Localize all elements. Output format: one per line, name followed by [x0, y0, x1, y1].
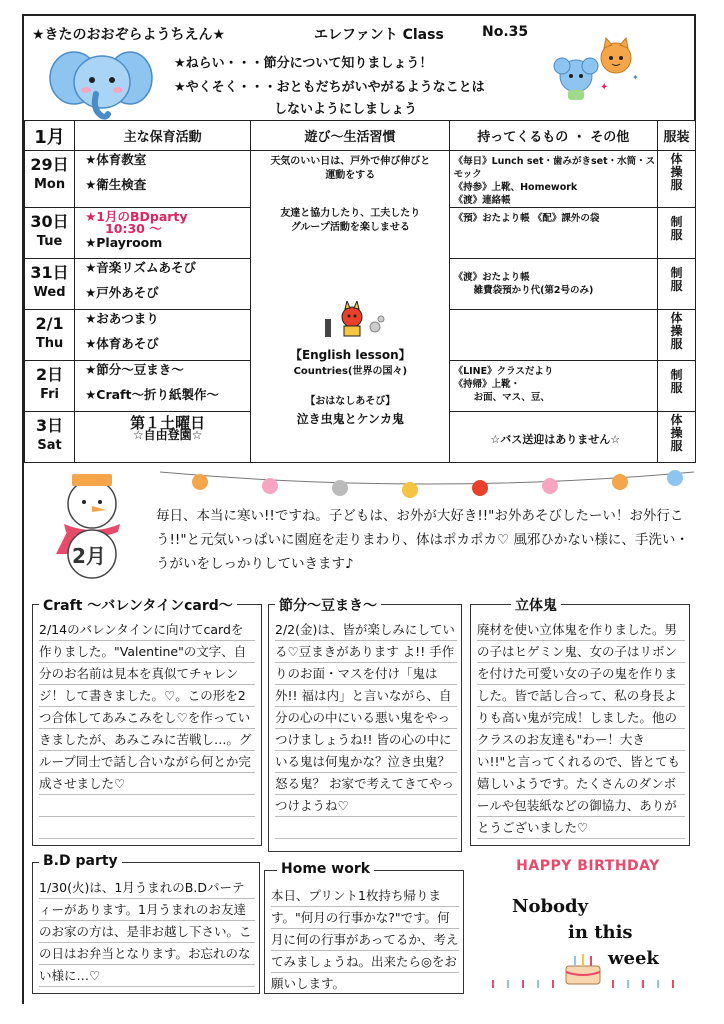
dress-char: 制 — [670, 266, 683, 280]
play-text-1a: 天気のいい日は、戸外で伸び伸びと — [270, 156, 431, 167]
saturday-title: 第１土曜日 — [130, 414, 206, 432]
bring-item: 《預》おたより帳 《配》課外の袋 — [453, 213, 600, 224]
activity-time: 10:30 ～ — [105, 221, 162, 236]
class-name: エレファント Class — [314, 27, 444, 43]
dress-char: 服 — [670, 228, 683, 242]
bring-item: 《持参》上靴、Homework — [453, 182, 578, 193]
birthday-title-text: HAPPY BIRTHDAY — [516, 858, 660, 874]
bd-party-box — [32, 853, 260, 994]
weekday: Tue — [36, 234, 63, 249]
day-number: 3日 — [35, 416, 64, 435]
bring-item: お面、マス、豆、 — [473, 392, 550, 403]
bring-item: 《渡》おたより帳 — [453, 272, 530, 283]
weekday: Fri — [40, 387, 59, 402]
day-number: 31日 — [30, 263, 69, 282]
activity-cell — [75, 208, 251, 259]
svg-text:✦: ✦ — [600, 82, 609, 93]
oni-craft-title: 立体鬼 — [511, 595, 561, 615]
schedule-table — [24, 120, 696, 463]
month-badge: 2月 — [72, 544, 106, 568]
monthly-goal: ★ねらい・・・節分について知りましょう！ — [174, 56, 433, 71]
play-header: 遊び～生活習慣 — [251, 121, 449, 151]
animal-friends-icon — [546, 36, 646, 104]
dress-char: 服 — [670, 337, 683, 351]
play-text-2b: グループ活動を楽しませる — [290, 222, 410, 233]
bd-party-title: B.D party — [39, 853, 122, 869]
dress-char: 服 — [670, 381, 683, 395]
table-header-row — [25, 121, 696, 151]
date-cell — [25, 310, 75, 361]
date-cell — [25, 259, 75, 310]
craft-body: 2/14のバレンタインに向けてcardを作りました。"Valentine"の文字、自分のお名前は見本を真似てチャレンジ！して書きました。♡。この形を2つ合体してあみこみをし♡を作っていきましたが、あみこみに苦戦し…。グループ同士で話し合いながら何とか完成させました♡ — [39, 619, 255, 841]
activity-cell — [75, 259, 251, 310]
play-text-2a: 友達と協力したり、工夫したり — [280, 208, 421, 219]
february-message: 毎日、本当に寒い!!ですね。子どもは、お外が大好き!!"お外あそびしたーい！お外行こう!!"と元気いっぱいに園庭を走りまわり、体はポカポカ♡ 風邪ひかない様に、手洗い・うがいをしっかりしていきます♪ — [156, 508, 689, 572]
dress-char: 体 — [670, 311, 683, 325]
snowman-badge — [34, 470, 154, 580]
dress-char: 体 — [670, 152, 683, 166]
date-cell — [25, 208, 75, 259]
bring-cell — [449, 151, 657, 208]
saturday-note: ☆自由登園☆ — [132, 428, 203, 442]
activity-2: ★Playroom — [85, 235, 163, 250]
setsubun-title: 節分～豆まき～ — [275, 595, 381, 615]
play-column — [251, 151, 449, 463]
dress-char: 制 — [670, 368, 683, 382]
dress-char: 制 — [670, 215, 683, 229]
dress-char: 操 — [670, 426, 683, 440]
setsubun-box — [268, 598, 462, 852]
letter-section — [24, 460, 696, 1004]
dress-header: 服装 — [657, 121, 695, 151]
month-header: 1月 — [25, 121, 75, 151]
weekday: Thu — [35, 336, 64, 351]
elephant-mascot-icon — [44, 46, 154, 120]
activity-cell — [75, 361, 251, 412]
weekday: Sat — [37, 438, 62, 453]
dress-cell — [657, 208, 695, 259]
activity-2: ★Craft～折り紙製作～ — [85, 387, 219, 402]
activity-2: ★衛生検査 — [85, 177, 147, 192]
oni-craft-box — [470, 598, 690, 846]
activity-1: ★おあつまり — [85, 311, 159, 326]
dress-char: 体 — [670, 413, 683, 427]
story-play-topic: 泣き虫鬼とケンカ鬼 — [296, 412, 405, 426]
school-name: ★きたのおおぞらようちえん★ — [32, 27, 226, 43]
activity-cell — [75, 310, 251, 361]
bring-item: 雑費袋預かり代(第2号のみ) — [473, 285, 594, 296]
dress-cell — [657, 361, 695, 412]
birthday-title — [488, 858, 688, 874]
activity-cell — [75, 412, 251, 463]
bring-item: 《毎日》Lunch set・歯みがきset・水筒・スモック — [453, 156, 656, 180]
birthday-line-1: Nobody — [512, 896, 589, 917]
activity-1: ★節分～豆まき～ — [85, 362, 184, 377]
date-cell — [25, 412, 75, 463]
dress-char: 服 — [670, 178, 683, 192]
newsletter-header — [24, 14, 696, 120]
snowman-icon — [34, 470, 154, 580]
birthday-box — [488, 858, 688, 992]
dress-cell — [657, 412, 695, 463]
date-cell — [25, 361, 75, 412]
weekday: Wed — [33, 285, 66, 300]
day-number: 2日 — [35, 365, 64, 384]
story-play-title: 【おはなしあそび】 — [305, 396, 396, 407]
date-cell — [25, 151, 75, 208]
bring-item: 《持帰》上靴・ — [453, 379, 521, 390]
animal-bunting-icon — [160, 466, 694, 502]
oni-craft-body: 廃材を使い立体鬼を作りました。男の子はヒゲミン鬼、女の子はリボンを付けた可愛い女の子の鬼を作りました。皆で話し合って、私の身長よりも高い鬼が完成！しました。他のクラスのお友達も"わー！大きい!!"と言ってくれるので、皆とても嬉しいようです。たくさんのダンボールや包装紙などの御協力、ありがとうございました♡ — [477, 619, 685, 841]
table-row — [25, 151, 696, 208]
birthday-line-2: in this — [568, 922, 633, 943]
activities-header: 主な保育活動 — [75, 121, 251, 151]
bring-cell — [449, 361, 657, 412]
play-text-1b: 運動をする — [325, 170, 376, 181]
bring-header: 持ってくるもの ・ その他 — [449, 121, 657, 151]
bd-party-body: 1/30(火)は、1月うまれのB.Dパーティーがあります。1月うまれのお友達のお家の方は、是非お越し下さい。この日はお弁当となります。お忘れのない様に…♡ — [39, 877, 255, 989]
day-number: 29日 — [30, 155, 69, 174]
day-number: 30日 — [30, 212, 69, 231]
dress-cell — [657, 259, 695, 310]
activity-1: ★体育教室 — [85, 152, 147, 167]
setsubun-body: 2/2(金)は、皆が楽しみにしている♡豆まきがあります よ!! 手作りのお面・マスを付け「鬼は外!! 福は内」と言いながら、自分の心の中にいる悪い鬼をやっつけましょうね!! 皆の心の中にいる鬼は何鬼かな？泣き虫鬼？怒る鬼？ お家で考えてきてやっつけようね♡ — [275, 619, 457, 849]
issue-number: No.35 — [482, 24, 529, 40]
craft-title: Craft ～バレンタインcard～ — [39, 595, 237, 615]
activity-2: ★体育あそび — [85, 336, 159, 351]
birthday-line-3: week — [608, 948, 659, 969]
activity-2: ★戸外あそび — [85, 285, 159, 300]
bring-item: 《LINE》クラスだより — [453, 366, 554, 377]
bring-item: 《渡》連絡帳 — [453, 195, 511, 206]
dress-cell — [657, 151, 695, 208]
homework-body: 本日、プリント1枚持ち帰ります。"何月の行事かな?"です。何月に何の行事があってるか、考えてみましょうね。出来たら◎をお願いします。 — [271, 885, 459, 989]
dress-char: 服 — [670, 439, 683, 453]
activity-cell — [75, 151, 251, 208]
homework-title: Home work — [277, 861, 374, 877]
bring-cell — [449, 310, 657, 361]
activity-1: ★音楽リズムあそび — [85, 260, 197, 275]
promise-line-2: しないようにしましょう — [274, 102, 418, 117]
english-lesson-title: 【English lesson】 — [289, 348, 411, 362]
dress-char: 操 — [670, 324, 683, 338]
dress-char: 操 — [670, 165, 683, 179]
promise-line-1: ★やくそく・・・おともだちがいやがるようなことは — [174, 80, 485, 95]
dress-cell — [657, 310, 695, 361]
english-lesson-topic: Countries(世界の国々) — [293, 366, 408, 377]
svg-text:✦: ✦ — [632, 73, 639, 82]
bring-cell — [449, 259, 657, 310]
day-number: 2/1 — [35, 314, 64, 333]
oni-demon-icon — [317, 301, 387, 341]
candle-border-icon — [488, 978, 688, 990]
craft-box — [32, 598, 262, 846]
activity-1: ★1月のBDparty — [85, 209, 188, 224]
homework-box — [264, 861, 464, 994]
no-bus-notice: ☆バス送迎はありません☆ — [449, 412, 657, 463]
bring-cell — [449, 208, 657, 259]
weekday: Mon — [33, 177, 66, 192]
dress-char: 服 — [670, 279, 683, 293]
newsletter-sheet — [22, 14, 694, 1004]
